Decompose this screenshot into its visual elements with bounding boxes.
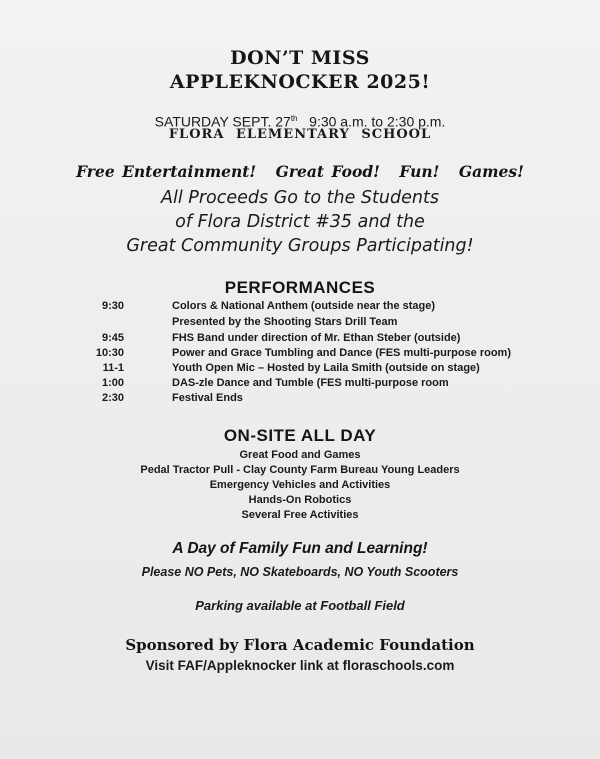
slogan-food: Great Food! bbox=[275, 162, 380, 181]
event-day-suffix: th bbox=[290, 114, 298, 123]
proceeds-line-1: All Proceeds Go to the Students bbox=[161, 188, 439, 208]
onsite-heading: ON-SITE ALL DAY bbox=[223, 426, 377, 445]
event-time: 9:30 a.m. to 2:30 p.m. bbox=[309, 113, 446, 130]
performance-time: 9:30 bbox=[101, 300, 124, 312]
school-name: FLORA ELEMENTARY SCHOOL bbox=[168, 127, 432, 142]
performance-desc: Colors & National Anthem (outside near the stage) bbox=[172, 300, 436, 312]
title-line-2: APPLEKNOCKER 2025! bbox=[169, 71, 431, 93]
parking-notice: Parking available at Football Field bbox=[195, 598, 405, 613]
onsite-item: Several Free Activities bbox=[241, 509, 359, 521]
onsite-item: Pedal Tractor Pull - Clay County Farm Bureau Young Leaders bbox=[140, 464, 460, 476]
onsite-item: Emergency Vehicles and Activities bbox=[209, 479, 391, 491]
family-fun-tagline: A Day of Family Fun and Learning! bbox=[172, 540, 428, 557]
slogan-line bbox=[0, 162, 600, 181]
sponsor-line: Sponsored by Flora Academic Foundation bbox=[125, 636, 475, 654]
slogan-fun: Fun! bbox=[399, 162, 440, 181]
onsite-item: Hands-On Robotics bbox=[248, 494, 352, 506]
performance-time: 9:45 bbox=[101, 332, 124, 344]
event-day: SATURDAY SEPT. 27 bbox=[154, 113, 291, 130]
performances-heading: PERFORMANCES bbox=[224, 278, 376, 297]
performance-desc: FHS Band under direction of Mr. Ethan Steber (outside) bbox=[172, 332, 461, 344]
website-line: Visit FAF/Appleknocker link at floraschools.com bbox=[145, 658, 455, 673]
performance-desc: Power and Grace Tumbling and Dance (FES multi-purpose room) bbox=[172, 347, 512, 359]
performance-time: 11-1 bbox=[102, 362, 124, 374]
proceeds-line-3: Great Community Groups Participating! bbox=[126, 236, 474, 256]
performance-desc: Youth Open Mic – Hosted by Laila Smith (outside on stage) bbox=[172, 362, 480, 374]
onsite-item: Great Food and Games bbox=[239, 449, 361, 461]
rules-notice: Please NO Pets, NO Skateboards, NO Youth Scooters bbox=[141, 565, 459, 579]
performance-desc: Presented by the Shooting Stars Drill Team bbox=[172, 316, 398, 328]
slogan-games: Games! bbox=[458, 162, 524, 181]
title-line-1: DON’T MISS bbox=[230, 47, 370, 69]
proceeds-line-2: of Flora District #35 and the bbox=[175, 212, 425, 232]
performance-time: 2:30 bbox=[101, 392, 124, 404]
performance-desc: Festival Ends bbox=[172, 392, 243, 404]
performance-desc: DAS-zle Dance and Tumble (FES multi-purpose room bbox=[172, 377, 449, 389]
performance-time: 1:00 bbox=[101, 377, 124, 389]
slogan-entertainment: Free Entertainment! bbox=[76, 162, 257, 181]
performance-time: 10:30 bbox=[95, 347, 124, 359]
